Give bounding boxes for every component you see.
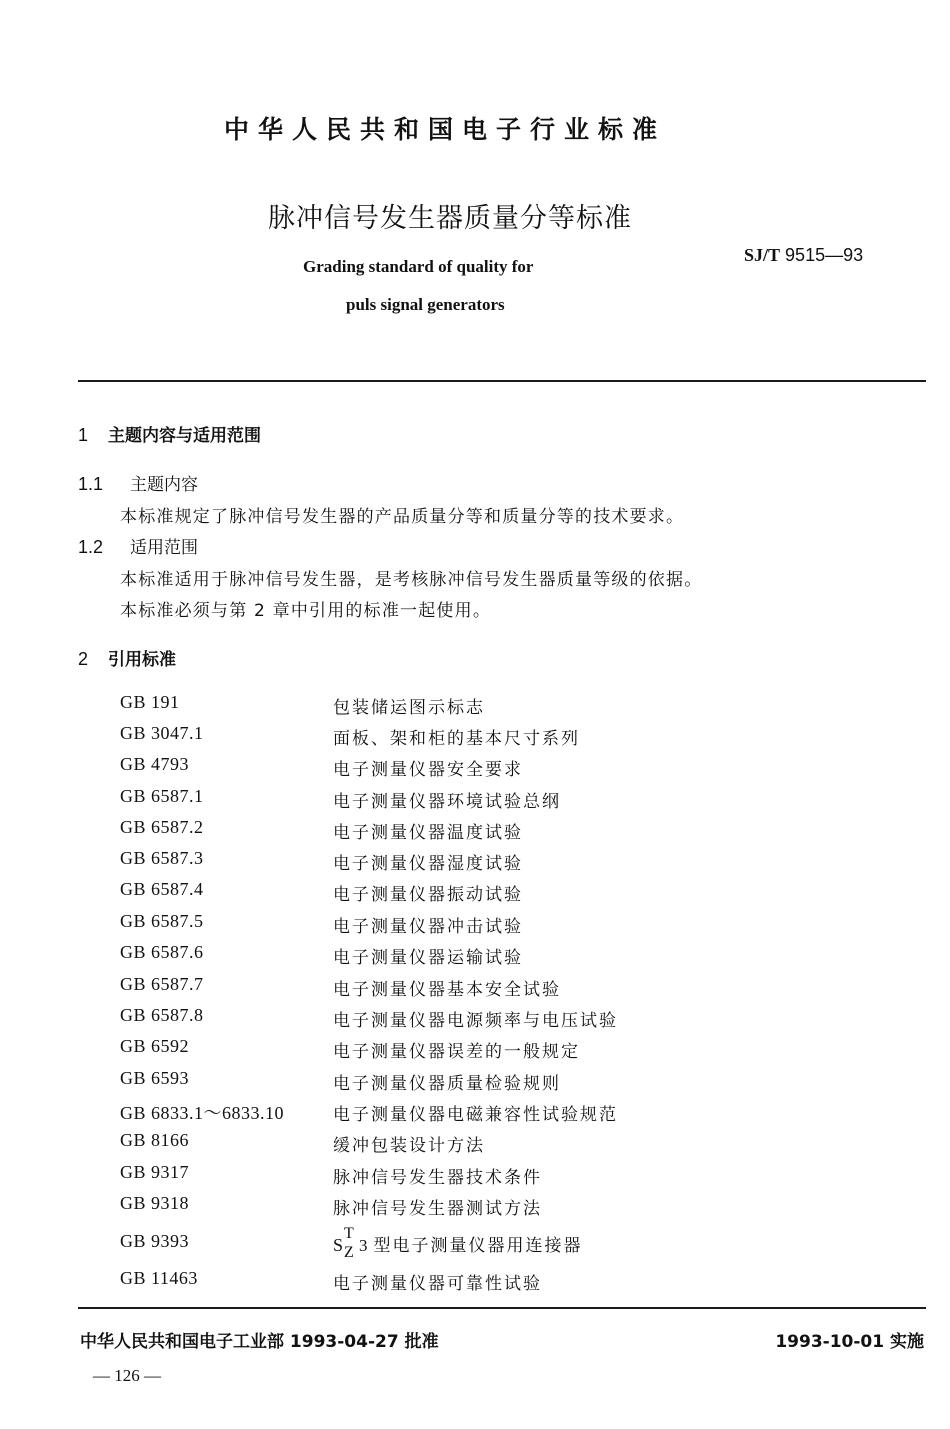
reference-code: GB 9393 <box>120 1231 190 1251</box>
reference-title: 包装储运图示标志 <box>333 698 485 718</box>
issuing-body-title: 中华人民共和国电子行业标准 <box>223 115 666 144</box>
reference-title: 电子测量仪器湿度试验 <box>333 854 523 874</box>
section-number: 1 <box>78 425 89 445</box>
paragraph: 本标准适用于脉冲信号发生器，是考核脉冲信号发生器质量等级的依据。 <box>120 570 703 590</box>
reference-code: GB 4793 <box>120 754 190 774</box>
reference-code: GB 9317 <box>120 1162 190 1182</box>
reference-code: GB 6587.8 <box>120 1005 204 1025</box>
reference-code: GB 9318 <box>120 1193 190 1213</box>
reference-title: 电子测量仪器基本安全试验 <box>333 980 561 1000</box>
reference-title: 电子测量仪器振动试验 <box>333 885 523 905</box>
reference-title: 电子测量仪器运输试验 <box>333 948 523 968</box>
reference-code: GB 8166 <box>120 1130 190 1150</box>
reference-title: S T Z 3 型电子测量仪器用连接器 <box>333 1225 583 1261</box>
reference-title: 电子测量仪器可靠性试验 <box>333 1274 542 1294</box>
reference-title: 缓冲包装设计方法 <box>333 1136 485 1156</box>
reference-code: GB 6593 <box>120 1068 190 1088</box>
reference-title: 电子测量仪器误差的一般规定 <box>333 1042 580 1062</box>
document-title-english-line2: puls signal generators <box>346 295 505 314</box>
reference-code: GB 6833.1～6833.10 <box>120 1103 285 1123</box>
footer-divider <box>78 1307 926 1309</box>
document-title-chinese: 脉冲信号发生器质量分等标准 <box>268 203 632 234</box>
paragraph: 本标准必须与第 2 章中引用的标准一起使用。 <box>120 601 492 621</box>
subsection-number: 1.1 <box>78 474 104 494</box>
reference-title: 电子测量仪器环境试验总纲 <box>333 792 561 812</box>
section-title: 引用标准 <box>108 650 176 670</box>
subsection-number: 1.2 <box>78 537 104 557</box>
reference-code: GB 6587.4 <box>120 879 204 899</box>
reference-title: 电子测量仪器电源频率与电压试验 <box>333 1011 618 1031</box>
effective-date: 1993-10-01 实施 <box>775 1332 924 1352</box>
page-number: — 126 — <box>93 1366 161 1385</box>
reference-code: GB 191 <box>120 692 180 712</box>
subsection-title: 适用范围 <box>130 538 198 558</box>
approval-statement: 中华人民共和国电子工业部 1993-04-27 批准 <box>80 1332 439 1352</box>
reference-code: GB 6587.1 <box>120 786 204 806</box>
reference-title: 电子测量仪器电磁兼容性试验规范 <box>333 1105 618 1125</box>
paragraph: 本标准规定了脉冲信号发生器的产品质量分等和质量分等的技术要求。 <box>120 507 685 527</box>
standard-code-number: 9515—93 <box>785 245 864 265</box>
reference-title: 电子测量仪器冲击试验 <box>333 917 523 937</box>
connector-type-symbol: S T Z <box>333 1225 356 1261</box>
section-number: 2 <box>78 649 89 669</box>
reference-code: GB 11463 <box>120 1268 198 1288</box>
reference-code: GB 6587.3 <box>120 848 204 868</box>
reference-title: 电子测量仪器质量检验规则 <box>333 1074 561 1094</box>
standard-code <box>744 245 863 266</box>
section-title: 主题内容与适用范围 <box>108 426 261 446</box>
subsection-1-2-heading <box>78 533 198 558</box>
reference-code: GB 6587.5 <box>120 911 204 931</box>
reference-code: GB 6587.6 <box>120 942 204 962</box>
standard-code-prefix: SJ/T <box>744 245 781 265</box>
section-2-heading <box>78 645 176 670</box>
reference-title: 脉冲信号发生器技术条件 <box>333 1168 542 1188</box>
reference-code: GB 6592 <box>120 1036 190 1056</box>
reference-code: GB 3047.1 <box>120 723 204 743</box>
reference-title: 电子测量仪器温度试验 <box>333 823 523 843</box>
header-divider <box>78 380 926 382</box>
subsection-title: 主题内容 <box>130 475 198 495</box>
document-title-english-line1: Grading standard of quality for <box>303 257 534 276</box>
reference-title: 脉冲信号发生器测试方法 <box>333 1199 542 1219</box>
reference-title: 电子测量仪器安全要求 <box>333 760 523 780</box>
subsection-1-1-heading <box>78 470 198 495</box>
reference-code: GB 6587.2 <box>120 817 204 837</box>
reference-code: GB 6587.7 <box>120 974 204 994</box>
section-1-heading <box>78 421 261 446</box>
reference-title: 面板、架和柜的基本尺寸系列 <box>333 729 580 749</box>
